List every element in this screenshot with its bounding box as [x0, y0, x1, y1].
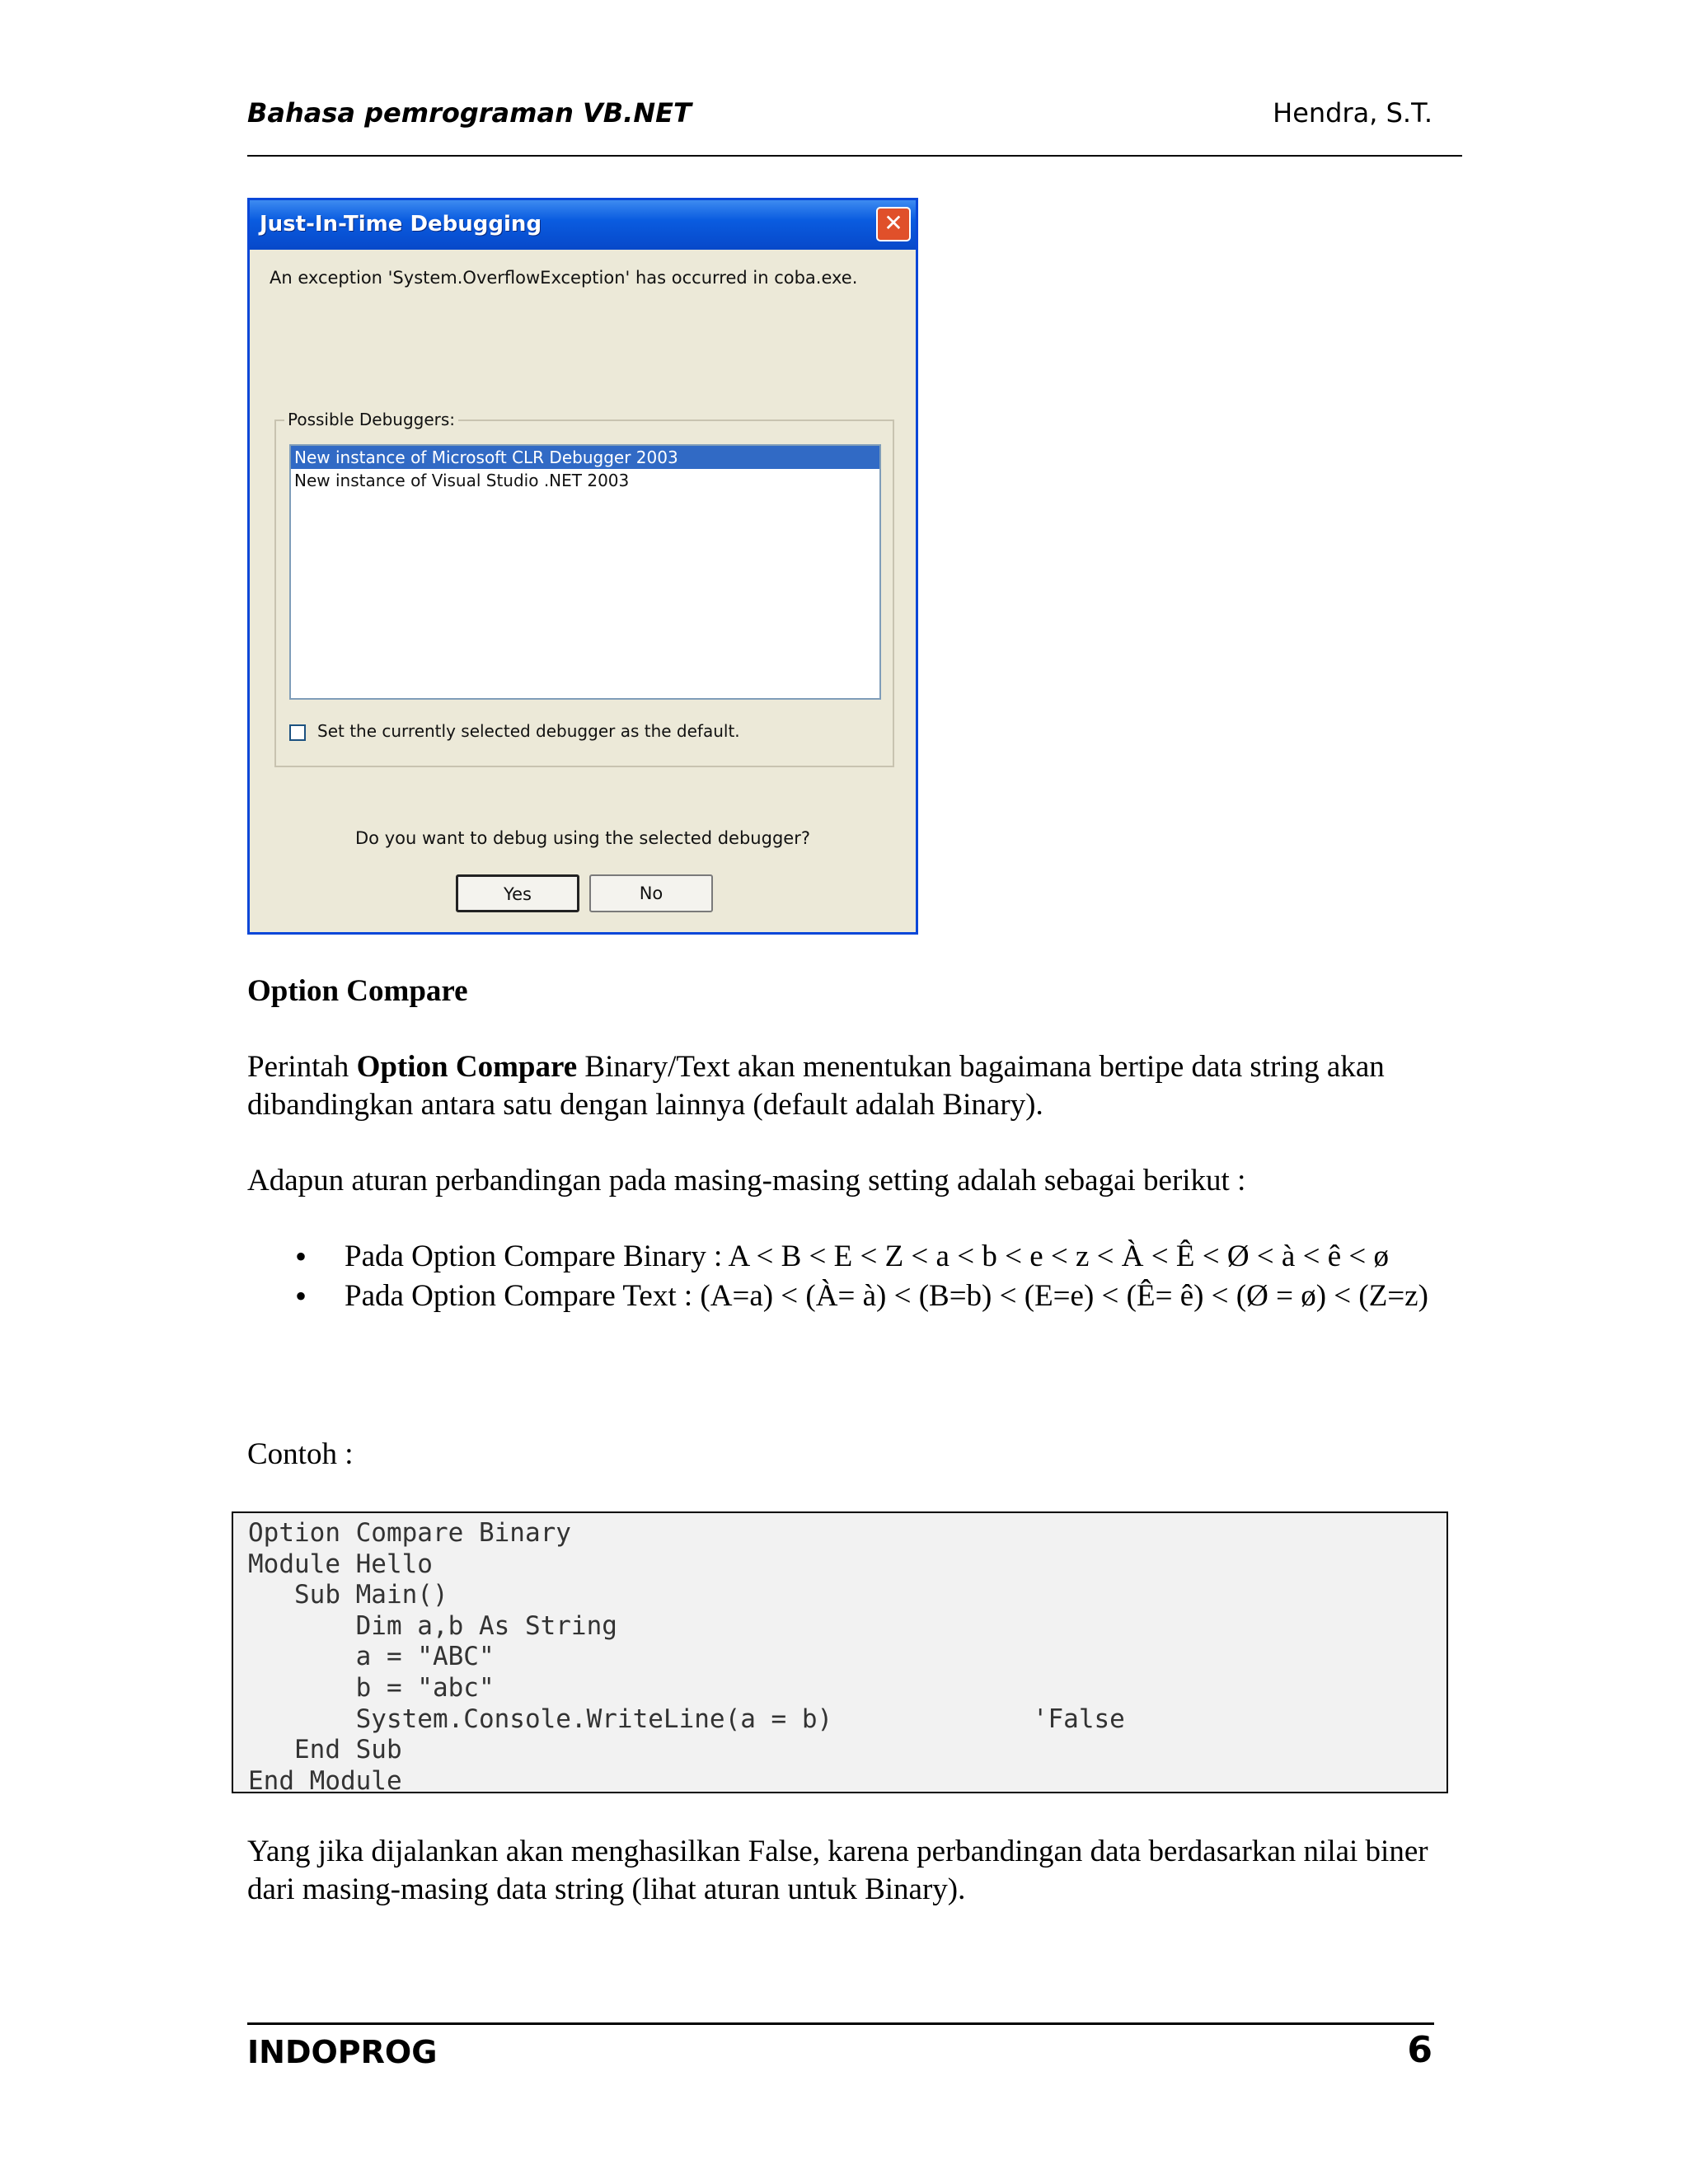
checkbox-label: Set the currently selected debugger as the default.: [317, 721, 740, 741]
footer-divider: [247, 2022, 1434, 2025]
para1-prefix: Perintah: [247, 1050, 357, 1084]
code-block: Option Compare Binary Module Hello Sub Main() Dim a,b As String a = "ABC" b = "abc" System.Console.WriteLine(a = b) 'False End Sub End Module: [248, 1518, 1125, 1796]
debugger-listbox[interactable]: [289, 444, 881, 700]
list-item: • Pada Option Compare Text : (A=a) < (À= à) < (B=b) < (E=e) < (Ê= ê) < (Ø = ø) < (Z=z): [247, 1277, 1434, 1315]
possible-debuggers-group: [274, 410, 894, 767]
default-debugger-option[interactable]: [289, 721, 740, 741]
para1-suffix: Binary/Text akan menentukan bagaimana bertipe data string akan dibandingkan antara satu dengan lainnya (default adalah Binary).: [247, 1050, 1385, 1122]
debugger-item-clr[interactable]: New instance of Microsoft CLR Debugger 2003: [291, 446, 879, 469]
paragraph-result: Yang jika dijalankan akan menghasilkan False, karena perbandingan data berdasarkan nilai biner dari masing-masing data string (lihat aturan untuk Binary).: [247, 1835, 1428, 1906]
page-number: 6: [1407, 2029, 1432, 2071]
debug-question: Do you want to debug using the selected debugger?: [355, 828, 810, 848]
debugger-item-vs[interactable]: New instance of Visual Studio .NET 2003: [294, 471, 630, 490]
jit-debugging-dialog: [247, 198, 918, 935]
rules-list: [247, 1238, 1434, 1317]
code-example-box: [232, 1511, 1448, 1796]
exception-message: An exception 'System.OverflowException' has occurred in coba.exe.: [270, 268, 858, 288]
no-button[interactable]: No: [589, 874, 713, 912]
section-heading: Option Compare: [247, 974, 468, 1008]
footer-brand: INDOPROG: [247, 2034, 438, 2070]
dialog-title: Just-In-Time Debugging: [260, 212, 542, 237]
header-title: Bahasa pemrograman VB.NET: [247, 97, 692, 129]
dialog-titlebar[interactable]: [250, 200, 916, 250]
default-debugger-checkbox[interactable]: [289, 724, 306, 741]
yes-button[interactable]: Yes: [456, 874, 579, 912]
header-divider: [247, 155, 1462, 157]
group-label: Possible Debuggers:: [284, 410, 458, 429]
example-label: Contoh :: [247, 1437, 354, 1471]
list-item: • Pada Option Compare Binary : A < B < E < Z < a < b < e < z < À < Ê < Ø < à < ê < ø: [247, 1238, 1434, 1276]
paragraph-rules-intro: Adapun aturan perbandingan pada masing-masing setting adalah sebagai berikut :: [247, 1164, 1246, 1197]
close-icon[interactable]: ✕: [876, 207, 911, 241]
paragraph-option-compare: [247, 1048, 1462, 1124]
header-author: Hendra, S.T.: [1273, 97, 1432, 129]
para1-bold: Option Compare: [356, 1050, 578, 1084]
